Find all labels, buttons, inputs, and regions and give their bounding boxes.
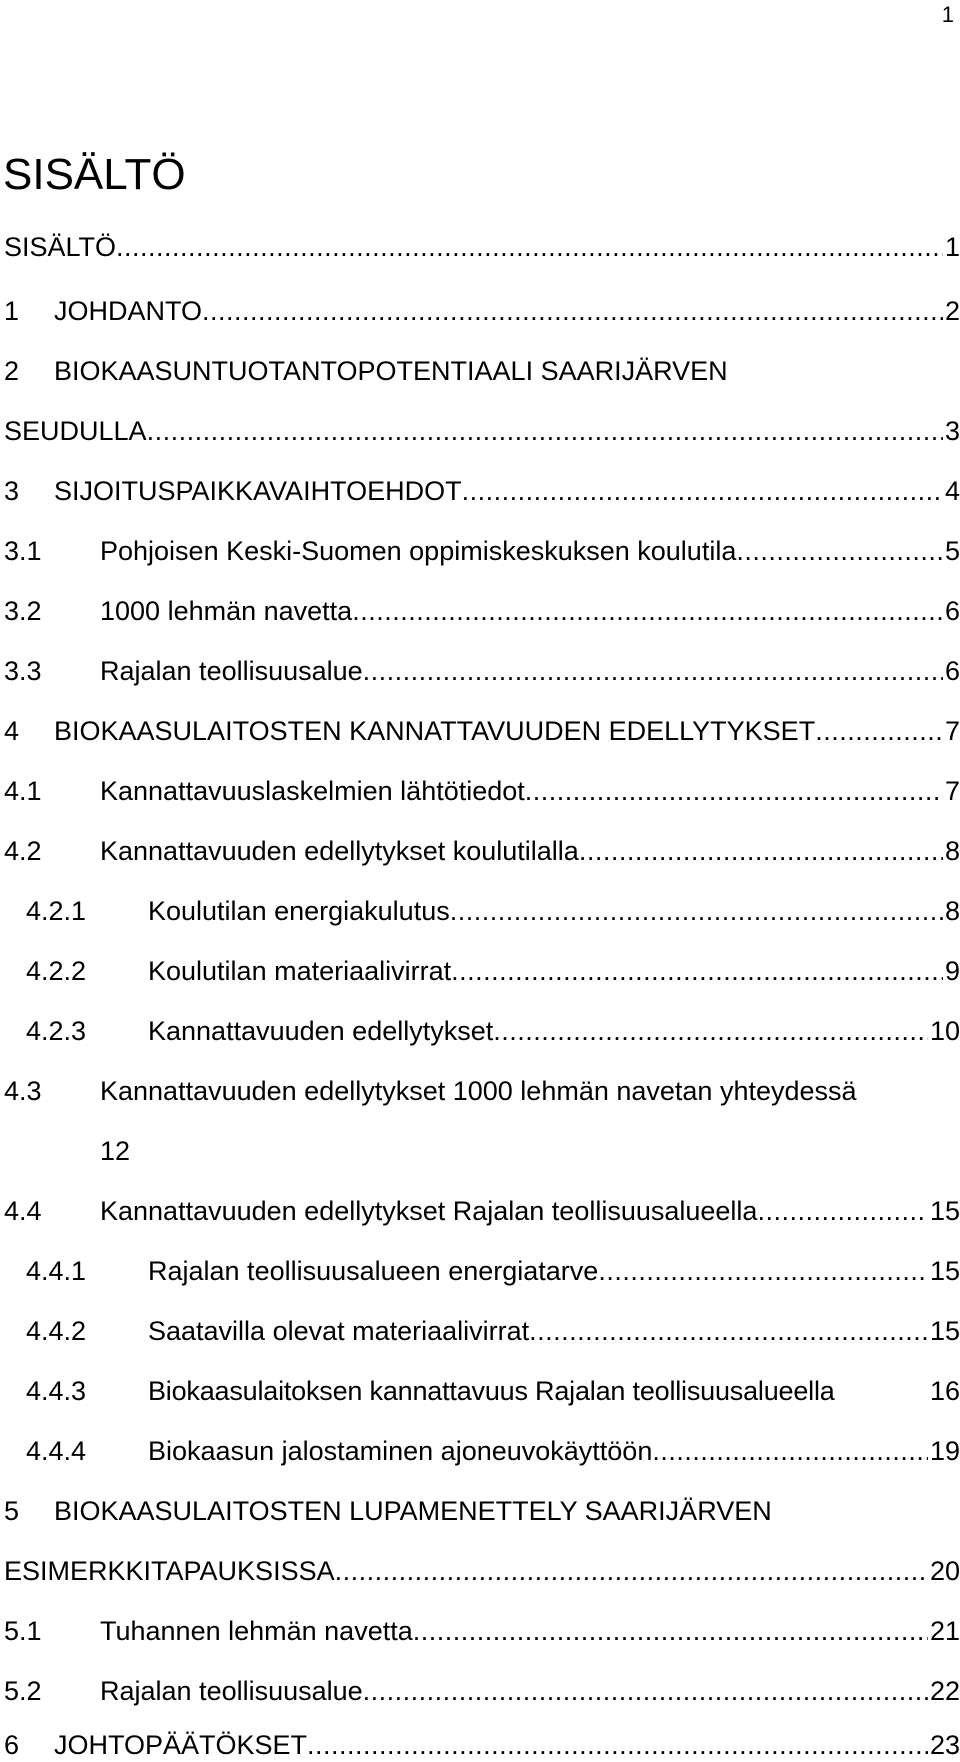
toc-entry-number: 4.4.4 xyxy=(26,1436,87,1466)
toc-entry-page: 3 xyxy=(944,416,960,446)
toc-entry-number: 5 xyxy=(4,1496,20,1526)
toc-entry[interactable] xyxy=(4,594,960,628)
toc-entry-number: 4.4.1 xyxy=(26,1256,87,1286)
toc-entry-number: 6 xyxy=(4,1730,20,1760)
toc-entry[interactable] xyxy=(26,1254,960,1288)
toc-entry-page: 15 xyxy=(929,1316,960,1346)
toc-entry-number: 4.4.3 xyxy=(26,1376,87,1406)
toc-entry-title: Kannattavuuden edellytykset Rajalan teollisuusalueella xyxy=(100,1196,758,1226)
toc-entry-title: Pohjoisen Keski-Suomen oppimiskeskuksen koulutila xyxy=(100,536,737,566)
toc-entry-page: 8 xyxy=(944,896,960,926)
toc-entry-page: 5 xyxy=(944,536,960,566)
toc-entry-title: Koulutilan energiakulutus xyxy=(148,896,450,926)
dot-leader xyxy=(413,1614,928,1648)
toc-entry-number: 4.4.2 xyxy=(26,1316,87,1346)
dot-leader xyxy=(815,714,943,748)
toc-entry[interactable] xyxy=(4,354,960,388)
toc-entry-page: 10 xyxy=(929,1016,960,1046)
toc-entry-number: 3 xyxy=(4,476,20,506)
toc-entry-title: Koulutilan materiaalivirrat xyxy=(148,956,452,986)
dot-leader xyxy=(598,1254,928,1288)
dot-leader xyxy=(147,414,943,448)
toc-entry-title: Biokaasun jalostaminen ajoneuvokäyttöön xyxy=(148,1436,653,1466)
toc-entry-page: 20 xyxy=(929,1556,960,1586)
toc-entry-page: 15 xyxy=(929,1256,960,1286)
toc-entry-page-wrapped xyxy=(100,1134,200,1168)
toc-entry-title-continued: SEUDULLA xyxy=(4,416,147,446)
toc-entry-number: 3.2 xyxy=(4,596,42,626)
toc-entry-title: Rajalan teollisuusalue xyxy=(100,656,363,686)
page-number: 1 xyxy=(941,2,954,27)
toc-entry-number: 5.2 xyxy=(4,1676,42,1706)
toc-entry[interactable] xyxy=(4,1194,960,1228)
toc-entry-number: 1 xyxy=(4,296,20,326)
toc-entry-title: SIJOITUSPAIKKAVAIHTOEHDOT xyxy=(54,476,462,506)
toc-entry-page: 2 xyxy=(944,296,960,326)
toc-entry-title: Tuhannen lehmän navetta xyxy=(100,1616,413,1646)
dot-leader xyxy=(450,894,943,928)
toc-entry[interactable] xyxy=(4,534,960,568)
toc-entry-title: Rajalan teollisuusalueen energiatarve xyxy=(148,1256,599,1286)
dot-leader xyxy=(652,1434,928,1468)
toc-entry[interactable] xyxy=(26,894,960,928)
toc-entry-page: 7 xyxy=(944,716,960,746)
toc-entry-page: 7 xyxy=(944,776,960,806)
toc-entry-title: Kannattavuuden edellytykset 1000 lehmän navetan yhteydessä xyxy=(100,1076,857,1106)
toc-entry-number: 2 xyxy=(4,356,20,386)
toc-entry-title: Rajalan teollisuusalue xyxy=(100,1676,363,1706)
toc-entry-number: 4.4 xyxy=(4,1196,42,1226)
toc-entry-page: 15 xyxy=(929,1196,960,1226)
dot-leader xyxy=(363,654,943,688)
toc-entry-page: 23 xyxy=(929,1730,960,1760)
toc-entry-page: 6 xyxy=(944,656,960,686)
toc-entry-page: 19 xyxy=(929,1436,960,1466)
toc-entry-number: 4.2.1 xyxy=(26,896,87,926)
toc-entry-title: Saatavilla olevat materiaalivirrat xyxy=(148,1316,530,1346)
toc-entry-title: BIOKAASUNTUOTANTOPOTENTIAALI SAARIJÄRVEN xyxy=(54,356,728,386)
toc-entry[interactable] xyxy=(4,1494,960,1528)
dot-leader xyxy=(736,534,943,568)
toc-entry-title: BIOKAASULAITOSTEN KANNATTAVUUDEN EDELLYTYKSET xyxy=(54,716,816,746)
toc-entry[interactable] xyxy=(4,654,960,688)
toc-entry[interactable] xyxy=(4,774,960,808)
toc-entry-number: 4.2.3 xyxy=(26,1016,87,1046)
dot-leader xyxy=(525,774,943,808)
toc-entry-title: SISÄLTÖ xyxy=(4,232,117,262)
toc-entry[interactable] xyxy=(4,714,960,748)
toc-entry-title: Kannattavuuden edellytykset xyxy=(148,1016,494,1046)
toc-entry-title: Kannattavuuden edellytykset koulutilalla xyxy=(100,836,579,866)
toc-entry-page: 22 xyxy=(929,1676,960,1706)
dot-leader xyxy=(116,230,943,264)
toc-entry-page: 6 xyxy=(944,596,960,626)
toc-entry[interactable] xyxy=(4,230,960,264)
toc-entry[interactable] xyxy=(4,1674,960,1708)
toc-entry[interactable] xyxy=(26,1374,960,1408)
toc-entry-title: Kannattavuuslaskelmien lähtötiedot xyxy=(100,776,525,806)
toc-entry-title: BIOKAASULAITOSTEN LUPAMENETTELY SAARIJÄRVEN xyxy=(54,1496,772,1526)
toc-entry-page: 8 xyxy=(944,836,960,866)
toc-entry[interactable] xyxy=(4,1614,960,1648)
toc-entry-title: Biokaasulaitoksen kannattavuus Rajalan teollisuusalueella xyxy=(148,1376,835,1406)
toc-entry-title: 1000 lehmän navetta xyxy=(100,596,353,626)
dot-leader xyxy=(462,474,943,508)
toc-entry[interactable] xyxy=(26,1314,960,1348)
dot-leader xyxy=(529,1314,928,1348)
toc-entry[interactable] xyxy=(4,294,960,328)
toc-entry-number: 4.2 xyxy=(4,836,42,866)
toc-entry-number: 4.1 xyxy=(4,776,42,806)
toc-entry[interactable] xyxy=(4,474,960,508)
dot-leader xyxy=(307,1728,928,1762)
toc-entry[interactable] xyxy=(4,1074,960,1108)
dot-leader xyxy=(757,1194,928,1228)
toc-entry-number: 4.2.2 xyxy=(26,956,87,986)
toc-entry-number: 3.1 xyxy=(4,536,42,566)
toc-entry-number: 3.3 xyxy=(4,656,42,686)
toc-entry[interactable] xyxy=(26,954,960,988)
toc-entry-page: 4 xyxy=(944,476,960,506)
dot-leader xyxy=(493,1014,928,1048)
toc-entry[interactable] xyxy=(4,834,960,868)
toc-entry[interactable] xyxy=(26,1434,960,1468)
toc-entry-title: JOHTOPÄÄTÖKSET xyxy=(54,1730,308,1760)
dot-leader xyxy=(202,294,943,328)
toc-entry-page: 12 xyxy=(100,1136,131,1166)
toc-entry-continuation[interactable] xyxy=(4,1554,960,1588)
toc-entry-continuation[interactable] xyxy=(4,414,960,448)
toc-entry-title-continued: ESIMERKKITAPAUKSISSA xyxy=(4,1556,335,1586)
toc-entry-number: 5.1 xyxy=(4,1616,42,1646)
toc-entry-number: 4 xyxy=(4,716,20,746)
dot-leader xyxy=(363,1674,928,1708)
toc-entry-page: 21 xyxy=(929,1616,960,1646)
dot-leader xyxy=(451,954,943,988)
toc-entry-page: 9 xyxy=(944,956,960,986)
dot-leader xyxy=(335,1554,928,1588)
dot-leader xyxy=(579,834,943,868)
toc-entry-page: 16 xyxy=(929,1376,960,1406)
page-title: SISÄLTÖ xyxy=(3,150,186,199)
toc-entry[interactable] xyxy=(26,1014,960,1048)
toc-entry-page: 1 xyxy=(944,232,960,262)
toc-entry[interactable] xyxy=(4,1728,960,1762)
dot-leader xyxy=(352,594,943,628)
toc-entry-title: JOHDANTO xyxy=(54,296,203,326)
toc-entry-number: 4.3 xyxy=(4,1076,42,1106)
